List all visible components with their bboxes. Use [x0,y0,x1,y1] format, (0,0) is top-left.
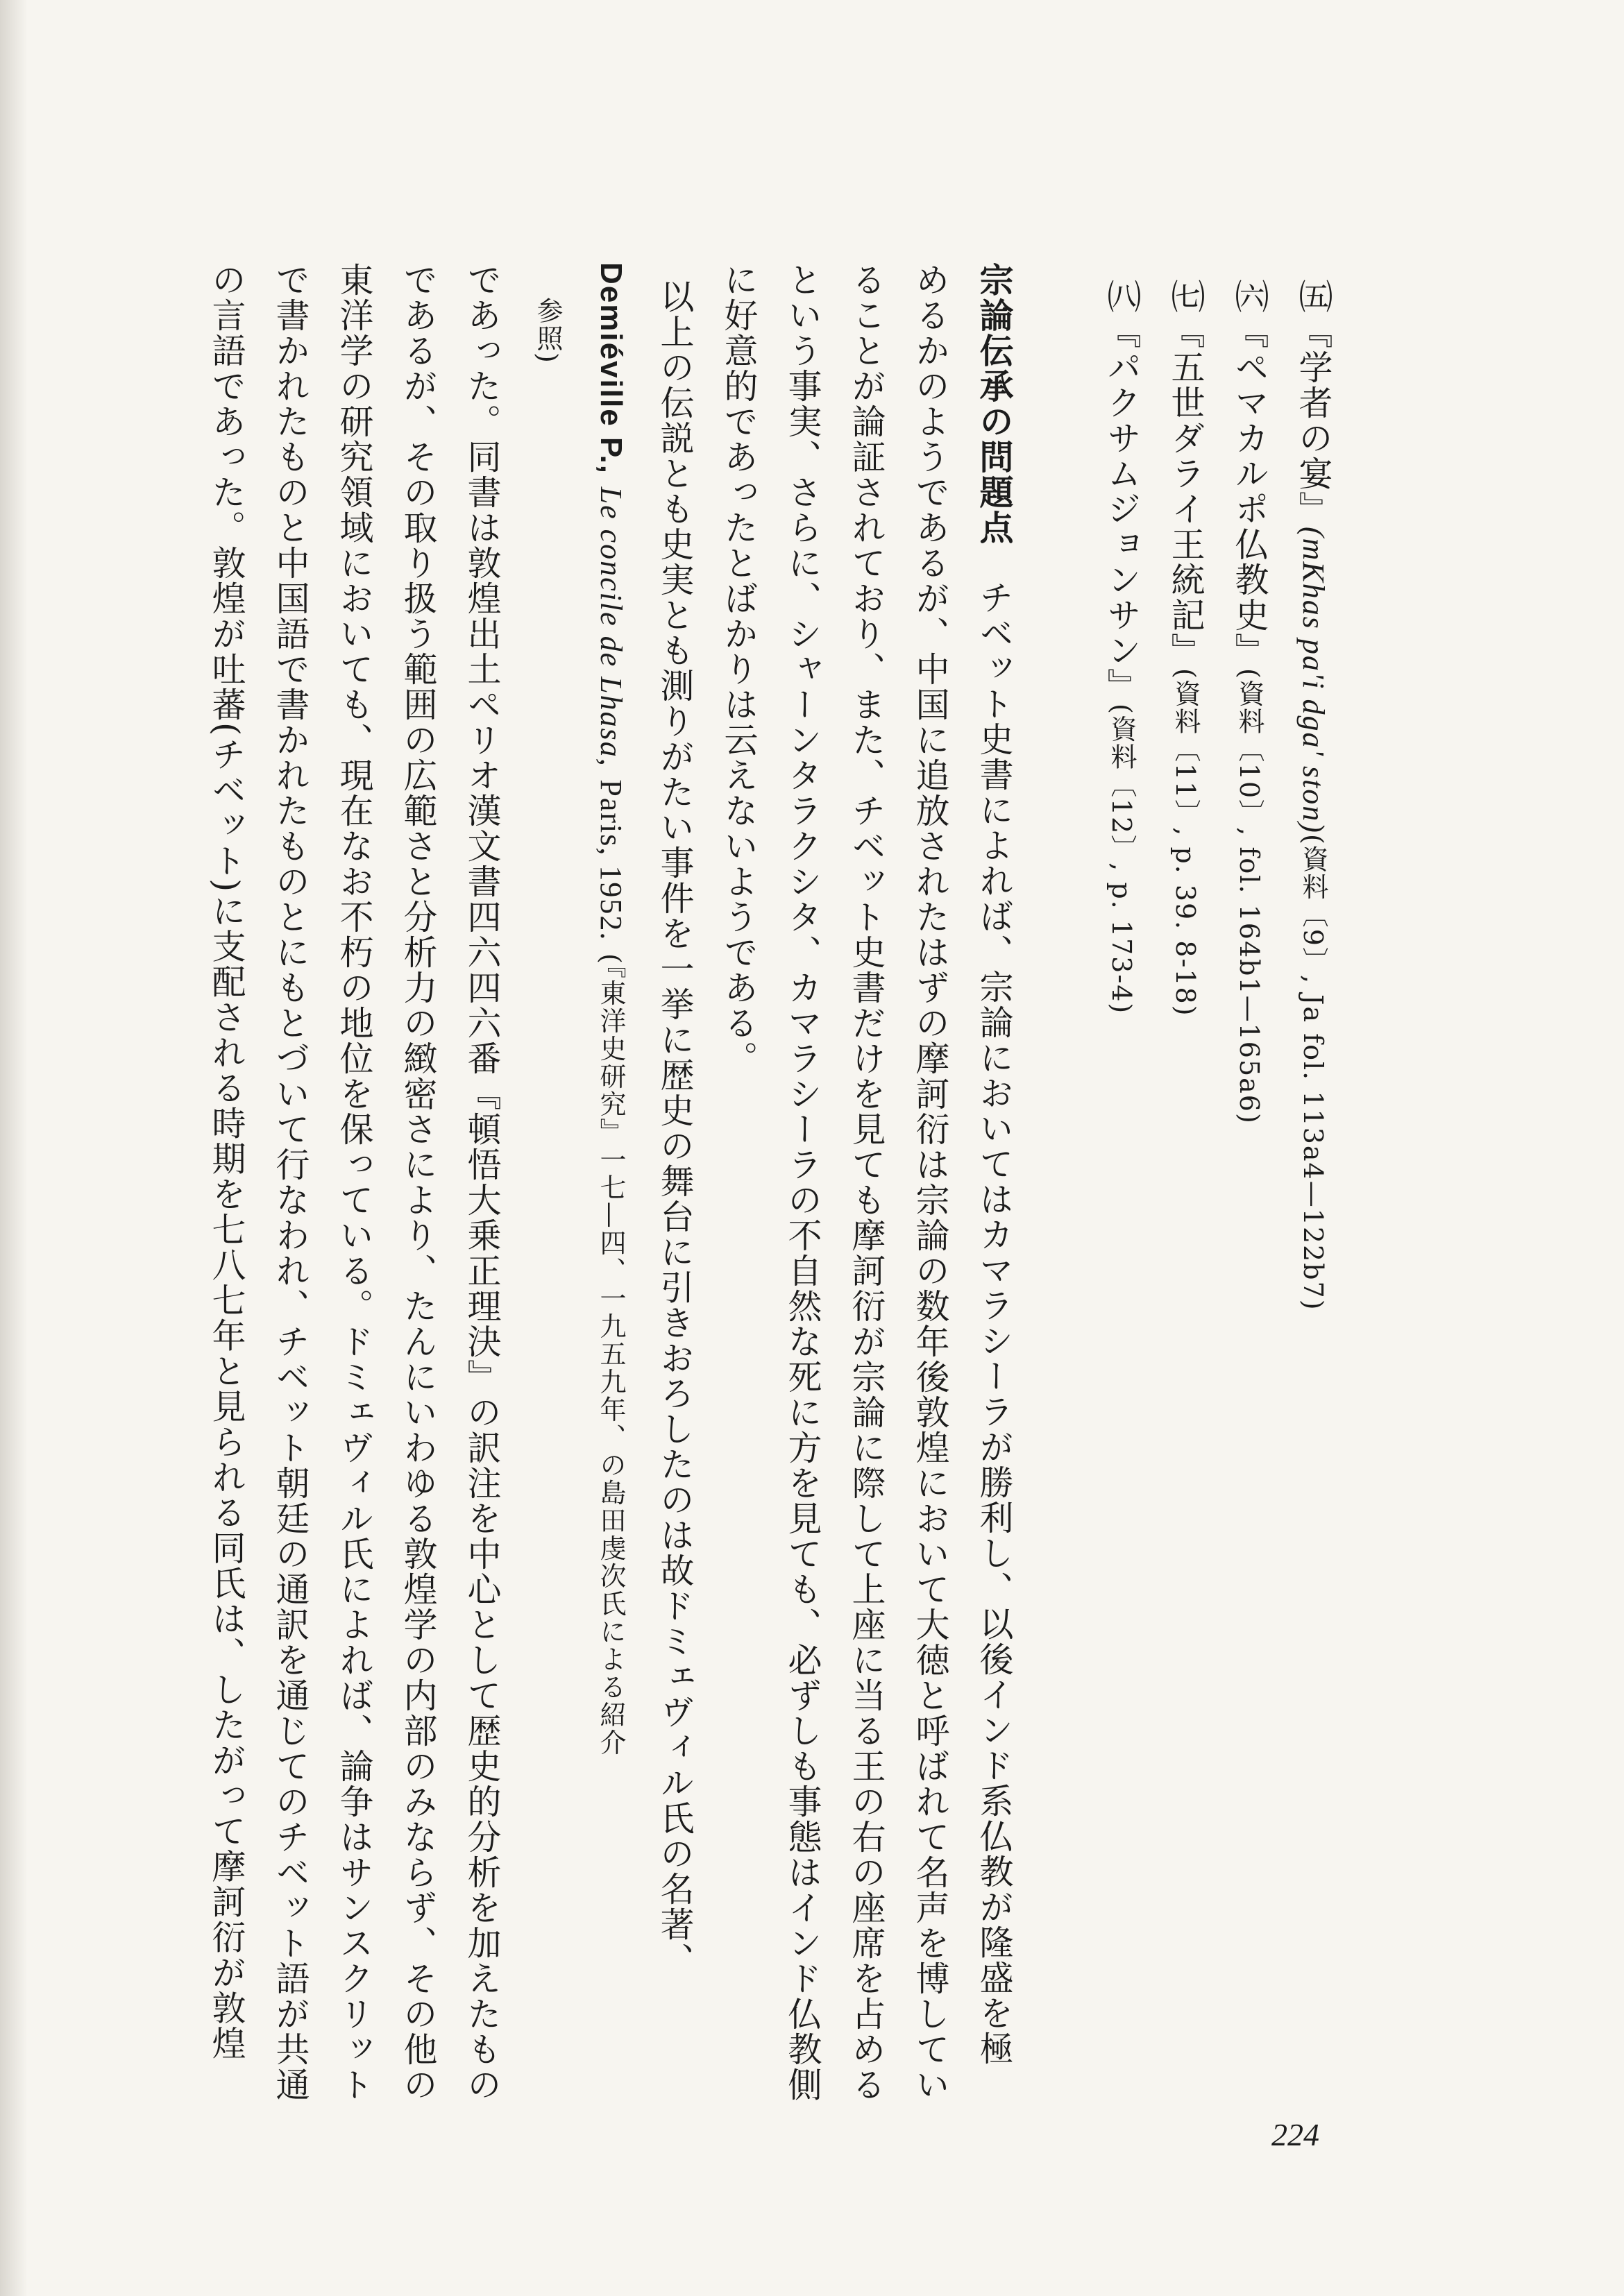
note-line-5 [1294,279,1333,1311]
section-line: に好意的であったとばかりは云えないようである。 [719,262,759,1076]
note-marker: ㈧ [1102,279,1142,314]
note-title: 『五世ダライ王統記』 [1166,314,1206,668]
reference-title: Le concile de Lhasa, [594,486,628,767]
reference-line [594,262,628,1757]
section-text: チベット史書によれば、宗論においてはカマラシーラが勝利し、以後インド系仏教が隆盛を極 [974,580,1014,2066]
note-line-7 [1166,279,1206,1017]
reference-place-year: Paris, 1952. [594,779,628,942]
note-reference: (資料〔12〕, p. 173-4) [1106,704,1137,1015]
note-marker: ㈤ [1294,279,1333,314]
body-line: であるが、その取り扱う範囲の広範さと分析力の緻密さにより、たんにいわゆる敦煌学の内部のみならず、その他の [398,262,438,2102]
section-line: めるかのようであるが、中国に追放されたはずの摩訶衍は宗論の数年後敦煌において大徳と呼ばれて名声を博してい [911,262,950,2102]
section-first-line [974,262,1014,2066]
note-title: 『学者の宴』 [1294,314,1333,527]
page-number: 224 [1271,2117,1319,2152]
note-line-8 [1102,279,1142,1015]
note-line-6 [1230,279,1269,1125]
note-title: 『パクサムジョンサン』 [1102,314,1142,704]
body-line: であった。同書は敦煌出土ペリオ漢文書四六四六番『頓悟大乗正理決』の訳注を中心として歴史的分析を加えたもの [462,262,502,2102]
body-line: で書かれたものと中国語で書かれたものとにもとづいて行なわれ、チベット朝廷の通訳を通じてのチベット語が共通 [271,262,310,2102]
note-marker: ㈦ [1166,279,1206,314]
reference-note-continued: 参照) [532,297,563,364]
note-title: 『ペマカルポ仏教史』 [1230,314,1269,668]
scan-shadow [0,0,28,2296]
note-reference: (資料〔11〕, p. 39. 8-18) [1170,668,1201,1017]
section-line: という事実、さらに、シャーンタラクシタ、カマラシーラの不自然な死に方を見ても、必ずしも事態はインド仏教側 [783,262,822,2102]
reference-note: (『東洋史研究』一七—四、一九五九年、の島田虔次氏による紹介 [595,953,626,1757]
section-line: 以上の伝説とも史実とも測りがたい事件を一挙に歴史の舞台に引きおろしたのは故ドミェヴィル氏の名著、 [655,279,695,1978]
body-line: の言語であった。敦煌が吐蕃(チベット)に支配される時期を七八七年と見られる同氏は、したがって摩訶衍が敦煌 [207,262,246,2061]
reference-author: Demiéville P., [594,262,628,475]
note-marker: ㈥ [1230,279,1269,314]
note-reference: (資料〔9〕, Ja fol. 113a4—122b7) [1298,833,1328,1311]
section-heading: 宗論伝承の問題点 [974,262,1014,545]
section-line: ることが論証されており、また、チベット史書だけを見ても摩訶衍が宗論に際して上座に当る王の右の座席を占める [847,262,886,2102]
body-line: 東洋学の研究領域においても、現在なお不朽の地位を保っている。ドミェヴィル氏によれば、論争はサンスクリット [335,262,374,2102]
note-reference: (資料〔10〕, fol. 164b1—165a6) [1234,668,1264,1125]
note-latin-title: (mKhas pa'i dga' ston) [1296,527,1330,834]
